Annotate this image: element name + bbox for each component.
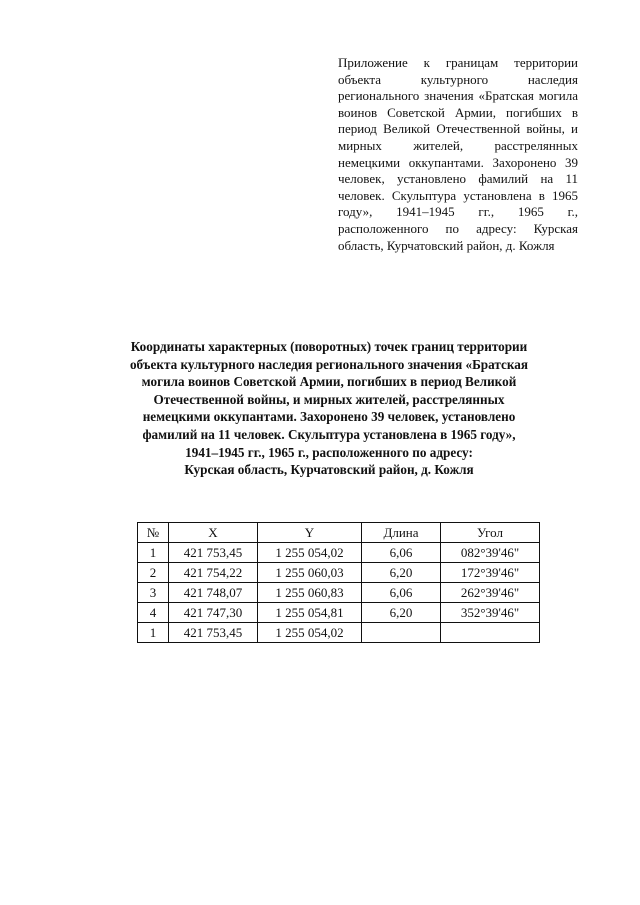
heading-line: 1941–1945 гг., 1965 г., расположенного по адресу:: [185, 444, 473, 460]
cell-x: 421 753,45: [169, 623, 258, 643]
cell-length: [362, 623, 441, 643]
appendix-note: Приложение к границам территории объекта культурного наследия регионального значения «Братская могила воинов Советской Армии, погибших в период Великой Отечественной войны, и мирных жителей, расстрелянных немецкими оккупантами. Захоронено 39 человек, установлено фамилий на 11 человек. Скульптура установлена в 1965 году», 1941–1945 гг., 1965 г., расположенного по адресу: Курская область, Курчатовский район, д. Кожля: [338, 55, 578, 253]
heading-line: немецкими оккупантами. Захоронено 39 человек, установлено: [142, 409, 516, 425]
cell-angle: 082°39'46": [441, 543, 540, 563]
document-heading: [98, 338, 560, 479]
cell-angle: 262°39'46": [441, 583, 540, 603]
heading-line: Отечественной войны, и мирных жителей, расстрелянных: [153, 391, 505, 407]
cell-x: 421 748,07: [169, 583, 258, 603]
column-header-number: №: [138, 523, 169, 543]
cell-y: 1 255 054,02: [258, 543, 362, 563]
cell-length: 6,06: [362, 583, 441, 603]
cell-y: 1 255 060,03: [258, 563, 362, 583]
cell-y: 1 255 054,81: [258, 603, 362, 623]
cell-angle: 172°39'46": [441, 563, 540, 583]
cell-x: 421 754,22: [169, 563, 258, 583]
cell-length: 6,20: [362, 563, 441, 583]
heading-line: Координаты характерных (поворотных) точек границ территории: [130, 339, 528, 354]
heading-line: объекта культурного наследия регионального значения «Братская: [129, 356, 529, 372]
cell-number: 4: [138, 603, 169, 623]
table-header-row: [138, 523, 540, 543]
table-row: [138, 543, 540, 563]
cell-y: 1 255 060,83: [258, 583, 362, 603]
coordinates-table: [137, 522, 540, 643]
cell-length: 6,06: [362, 543, 441, 563]
table-row: [138, 623, 540, 643]
heading-line: могила воинов Советской Армии, погибших в период Великой: [141, 374, 517, 390]
table-row: [138, 563, 540, 583]
table-row: [138, 603, 540, 623]
column-header-x: X: [169, 523, 258, 543]
table-row: [138, 583, 540, 603]
column-header-length: Длина: [362, 523, 441, 543]
cell-x: 421 747,30: [169, 603, 258, 623]
cell-length: 6,20: [362, 603, 441, 623]
heading-line: фамилий на 11 человек. Скульптура установлена в 1965 году»,: [142, 426, 516, 442]
cell-number: 1: [138, 623, 169, 643]
cell-angle: 352°39'46": [441, 603, 540, 623]
cell-y: 1 255 054,02: [258, 623, 362, 643]
cell-angle: [441, 623, 540, 643]
cell-x: 421 753,45: [169, 543, 258, 563]
cell-number: 1: [138, 543, 169, 563]
cell-number: 3: [138, 583, 169, 603]
column-header-angle: Угол: [441, 523, 540, 543]
column-header-y: Y: [258, 523, 362, 543]
heading-line: Курская область, Курчатовский район, д. Кожля: [184, 462, 474, 478]
cell-number: 2: [138, 563, 169, 583]
